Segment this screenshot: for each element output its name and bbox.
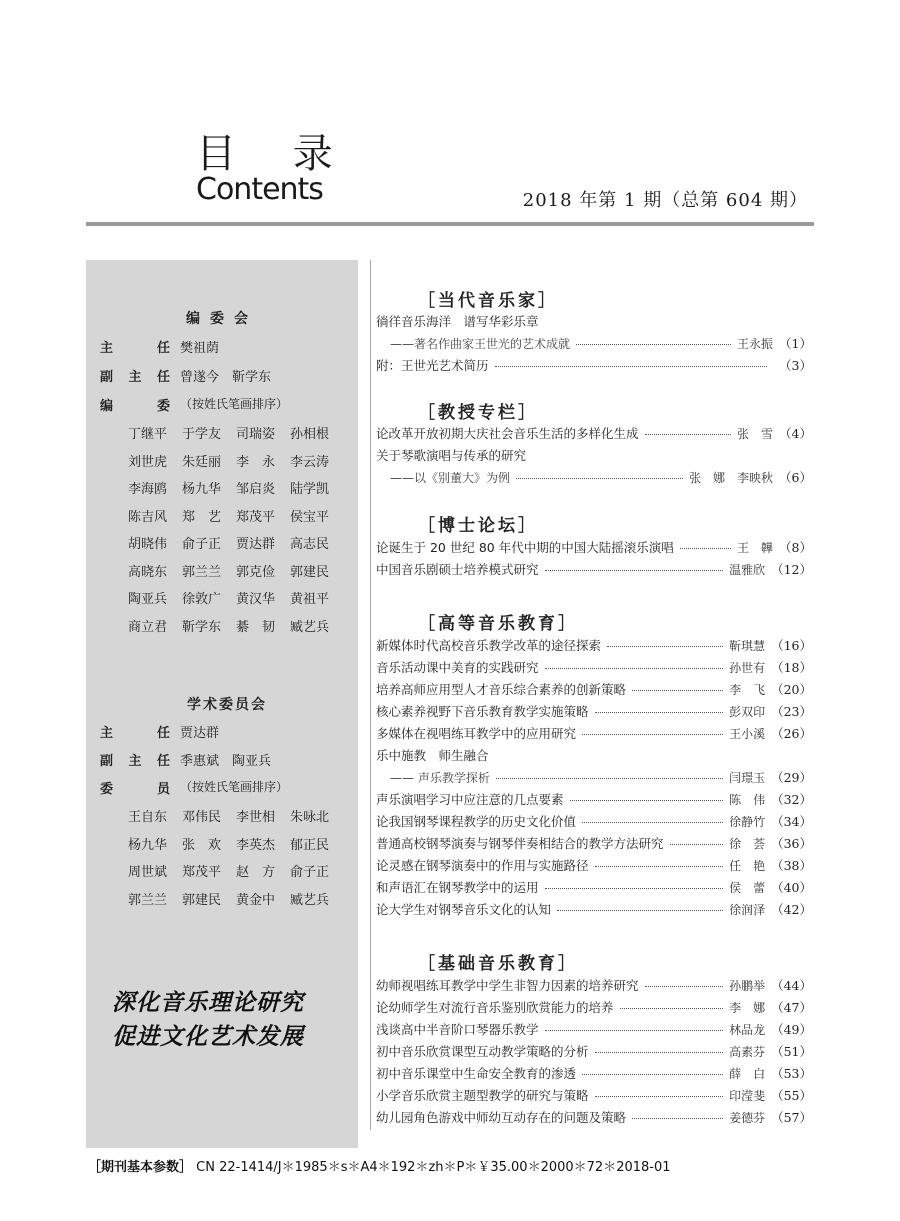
entry-title: 初中音乐欣赏课型互动教学策略的分析: [376, 1044, 589, 1059]
editorial-member-name: 刘世虎: [128, 454, 168, 470]
entry-page: （44）: [771, 978, 812, 993]
column-divider: [370, 260, 371, 1130]
leader-dots: [595, 1096, 724, 1097]
entry-page: （8）: [779, 540, 812, 555]
editorial-member-name: 臧艺兵: [290, 619, 330, 635]
editorial-member-name: 陆学凯: [290, 482, 330, 497]
editorial-member-name: 孙相根: [290, 427, 330, 442]
slogan-line-2: 促进文化艺术发展: [112, 1023, 304, 1050]
academic-committee-heading: 学术委员会: [187, 697, 267, 713]
entry-author: 彭双印: [729, 705, 766, 719]
entry-title: 小学音乐欣赏主题型教学的研究与策略: [376, 1088, 589, 1103]
leader-dots: [582, 1074, 723, 1075]
toc-entry[interactable]: [376, 1020, 812, 1040]
academic-member-name: 李英杰: [236, 837, 276, 853]
toc-entry[interactable]: [376, 1042, 812, 1062]
entry-title: 新媒体时代高校音乐教学改革的途径探索: [376, 638, 602, 653]
entry-page: （18）: [771, 660, 812, 675]
editorial-deputy-label: 副 主 任: [100, 370, 170, 385]
entry-author: 徐润泽: [729, 903, 766, 917]
entry-author: 孙鹏举: [729, 979, 766, 993]
academic-chief-label: 主 任: [100, 726, 170, 741]
academic-member-name: 郭建民: [182, 892, 222, 908]
editorial-member-name: 俞子正: [182, 537, 222, 552]
page-title-en: Contents: [196, 172, 323, 207]
slogan-line-1: 深化音乐理论研究: [112, 989, 304, 1016]
entry-page: （12）: [771, 562, 812, 577]
section-heading: ［基础音乐教育］: [418, 954, 578, 974]
leader-dots: [645, 434, 732, 435]
toc-entry[interactable]: [376, 334, 812, 354]
toc-entry[interactable]: [376, 560, 812, 580]
entry-author: 高素芬: [729, 1045, 766, 1059]
leader-dots: [545, 888, 724, 889]
entry-author: 姜德芬: [729, 1111, 766, 1125]
entry-title: 幼儿园角色游戏中师幼互动存在的问题及策略: [376, 1110, 627, 1125]
leader-dots: [670, 844, 724, 845]
leader-dots: [557, 910, 723, 911]
section-heading: ［教授专栏］: [418, 403, 538, 423]
entry-title: 和声语汇在钢琴教学中的运用: [376, 880, 539, 895]
entry-title: 核心素养视野下音乐教育教学实施策略: [376, 704, 589, 719]
page-title-cn: 目 录: [196, 131, 355, 177]
leader-dots: [545, 570, 724, 571]
academic-chief-name: 贾达群: [180, 726, 220, 741]
entry-author: 林品龙: [729, 1023, 766, 1037]
entry-author: 张 雪: [737, 427, 774, 441]
toc-entry[interactable]: [376, 878, 812, 898]
academic-member-name: 郭兰兰: [128, 892, 168, 908]
journal-parameters-label: ［期刊基本参数］: [88, 1160, 193, 1175]
entry-page: （1）: [779, 336, 812, 351]
entry-page: （26）: [771, 726, 812, 741]
toc-entry[interactable]: [376, 424, 812, 444]
leader-dots: [516, 478, 683, 479]
entry-title: 浅谈高中半音阶口琴器乐教学: [376, 1022, 539, 1037]
entry-author: 闫璟玉: [729, 771, 766, 785]
toc-entry[interactable]: [376, 998, 812, 1018]
leader-dots: [632, 1118, 723, 1119]
entry-title: 论灵感在钢琴演奏中的作用与实施路径: [376, 858, 589, 873]
editorial-member-name: 杨九华: [182, 482, 222, 497]
editorial-member-name: 于学友: [182, 427, 222, 442]
leader-dots: [545, 1030, 724, 1031]
editorial-member-name: 丁继平: [128, 427, 168, 442]
leader-dots: [595, 712, 724, 713]
toc-entry[interactable]: [376, 312, 812, 332]
editorial-member-name: 李 永: [236, 454, 276, 470]
editorial-deputy-names: 曾遂今 靳学东: [180, 370, 272, 385]
entry-title: 论改革开放初期大庆社会音乐生活的多样化生成: [376, 426, 639, 441]
editorial-member-name: 郑茂平: [236, 509, 276, 525]
academic-member-name: 邓伟民: [182, 810, 222, 825]
leader-dots: [582, 734, 723, 735]
entry-page: （51）: [771, 1044, 812, 1059]
editorial-member-name: 郭克俭: [236, 564, 276, 580]
entry-title: ——著名作曲家王世光的艺术成就: [390, 337, 571, 351]
leader-dots: [582, 822, 723, 823]
toc-entry[interactable]: [376, 680, 812, 700]
leader-dots: [495, 366, 768, 367]
editorial-board-heading: 编委会: [186, 311, 258, 327]
leader-dots: [645, 986, 724, 987]
entry-page: （29）: [771, 770, 812, 785]
editorial-member-name: 李海鸥: [128, 482, 168, 497]
academic-deputy-names: 季惠斌 陶亚兵: [180, 754, 272, 769]
entry-page: （16）: [771, 638, 812, 653]
academic-member-name: 张 欢: [182, 837, 222, 853]
academic-members-label: 委 员: [100, 782, 170, 797]
academic-member-name: 郁正民: [290, 837, 330, 853]
entry-page: （36）: [771, 836, 812, 851]
academic-deputy-label: 副 主 任: [100, 754, 170, 769]
academic-member-name: 李世相: [236, 810, 276, 825]
toc-entry[interactable]: [376, 746, 812, 766]
toc-entry[interactable]: [376, 1108, 812, 1128]
section-heading: ［当代音乐家］: [418, 291, 558, 311]
entry-page: （6）: [779, 470, 812, 485]
leader-dots: [595, 866, 724, 867]
entry-page: （49）: [771, 1022, 812, 1037]
editorial-member-name: 黄汉华: [236, 592, 276, 607]
entry-page: （47）: [771, 1000, 812, 1015]
entry-author: 温雅欣: [729, 563, 766, 577]
entry-title: 论幼师学生对流行音乐鉴别欣赏能力的培养: [376, 1000, 614, 1015]
toc-entry[interactable]: [376, 790, 812, 810]
entry-author: 孙世有: [729, 661, 766, 675]
entry-author: 王 韡: [737, 541, 774, 555]
editorial-member-name: 高晓东: [128, 564, 168, 580]
toc-entry[interactable]: [376, 856, 812, 876]
editorial-member-name: 陈吉风: [128, 509, 168, 525]
entry-author: 王小溪: [729, 727, 766, 741]
editorial-members-label: 编 委: [100, 399, 170, 414]
editorial-member-name: 徐敦广: [182, 592, 222, 607]
entry-author: 靳琪慧: [729, 639, 766, 653]
section-heading: ［博士论坛］: [418, 516, 538, 536]
toc-entry[interactable]: [376, 768, 812, 788]
editorial-member-name: 靳学东: [182, 619, 222, 635]
entry-title: 培养高师应用型人才音乐综合素养的创新策略: [376, 682, 627, 697]
editorial-members-note: （按姓氏笔画排序）: [180, 397, 289, 411]
entry-title: 论我国钢琴课程教学的历史文化价值: [376, 814, 577, 829]
entry-page: （4）: [779, 426, 812, 441]
editorial-member-name: 商立君: [128, 619, 168, 635]
entry-title: 附：王世光艺术简历: [376, 358, 489, 373]
issue-number: 2018 年第 1 期（总第 604 期）: [522, 190, 808, 211]
leader-dots: [680, 548, 731, 549]
academic-member-name: 郑茂平: [182, 865, 222, 880]
entry-page: （42）: [771, 902, 812, 917]
toc-entry[interactable]: [376, 658, 812, 678]
toc-entry[interactable]: [376, 1086, 812, 1106]
entry-author: 陈 伟: [729, 793, 766, 807]
editorial-member-name: 郭建民: [290, 564, 330, 580]
leader-dots: [595, 1052, 724, 1053]
academic-member-name: 朱咏北: [290, 810, 330, 825]
editorial-member-name: 綦 韧: [236, 619, 276, 635]
academic-member-name: 王自东: [128, 810, 168, 825]
toc-entry[interactable]: [376, 702, 812, 722]
entry-author: 张 娜 李映秋: [689, 471, 774, 485]
entry-title: 徜徉音乐海洋 谱写华彩乐章: [376, 314, 539, 329]
journal-parameters: [88, 1156, 671, 1175]
leader-dots: [620, 1008, 724, 1009]
entry-author: 李 飞: [729, 683, 766, 697]
toc-entry[interactable]: [376, 636, 812, 656]
academic-member-name: 周世斌: [128, 865, 168, 880]
entry-title: ——以《别董大》为例: [390, 471, 511, 485]
entry-author: 李 娜: [729, 1001, 766, 1015]
entry-title: 音乐活动课中美育的实践研究: [376, 660, 539, 675]
academic-member-name: 黄金中: [236, 892, 276, 908]
entry-title: 关于琴歌演唱与传承的研究: [376, 448, 527, 463]
entry-author: 薛 白: [729, 1067, 766, 1081]
toc-entry[interactable]: [376, 468, 812, 488]
entry-page: （20）: [771, 682, 812, 697]
editorial-member-name: 陶亚兵: [128, 592, 168, 607]
editorial-member-name: 高志民: [290, 537, 330, 552]
entry-page: （53）: [771, 1066, 812, 1081]
toc-entry[interactable]: [376, 900, 812, 920]
entry-author: 徐 荟: [729, 837, 766, 851]
entry-title: 论诞生于 20 世纪 80 年代中期的中国大陆摇滚乐演唱: [376, 540, 674, 555]
entry-title: 论大学生对钢琴音乐文化的认知: [376, 902, 552, 917]
leader-dots: [545, 668, 724, 669]
entry-author: 王永振: [737, 337, 774, 351]
entry-page: （40）: [771, 880, 812, 895]
entry-author: 印滢斐: [729, 1089, 766, 1103]
entry-author: 侯 蕾: [729, 881, 766, 895]
toc-entry[interactable]: [376, 834, 812, 854]
editorial-member-name: 朱廷丽: [182, 454, 222, 470]
entry-title: 初中音乐课堂中生命安全教育的渗透: [376, 1066, 577, 1081]
leader-dots: [607, 646, 723, 647]
entry-title: 幼师视唱练耳教学中学生非智力因素的培养研究: [376, 978, 639, 993]
editorial-member-name: 黄祖平: [290, 592, 330, 607]
entry-page: （38）: [771, 858, 812, 873]
toc-entry[interactable]: [376, 356, 812, 376]
header-divider: [86, 222, 814, 226]
entry-title: 普通高校钢琴演奏与钢琴伴奏相结合的教学方法研究: [376, 836, 664, 851]
leader-dots: [570, 800, 724, 801]
editorial-chief-name: 樊祖荫: [180, 341, 220, 356]
entry-page: （55）: [771, 1088, 812, 1103]
academic-member-name: 俞子正: [290, 865, 330, 880]
entry-page: （23）: [771, 704, 812, 719]
academic-members-note: （按姓氏笔画排序）: [180, 780, 289, 794]
academic-member-name: 臧艺兵: [290, 892, 330, 908]
entry-page: （57）: [771, 1110, 812, 1125]
academic-member-name: 杨九华: [128, 837, 168, 853]
editorial-member-name: 李云涛: [290, 454, 330, 470]
entry-page: （32）: [771, 792, 812, 807]
entry-page: （3）: [779, 358, 812, 373]
entry-title: 乐中施教 师生融合: [376, 748, 489, 763]
entry-author: 任 艳: [729, 859, 766, 873]
entry-title: 多媒体在视唱练耳教学中的应用研究: [376, 726, 577, 741]
editorial-chief-label: 主 任: [100, 341, 170, 356]
entry-author: 徐静竹: [729, 815, 766, 829]
toc-entry[interactable]: [376, 446, 812, 466]
section-heading: ［高等音乐教育］: [418, 614, 578, 634]
editorial-member-name: 司瑞姿: [236, 427, 276, 442]
editorial-members-list: [128, 423, 344, 635]
journal-parameters-value: CN 22-1414/J＊1985＊s＊A4＊192＊zh＊P＊￥35.00＊2000＊72＊2018-01: [196, 1160, 671, 1175]
editorial-member-name: 贾达群: [236, 537, 276, 552]
toc-entry[interactable]: [376, 724, 812, 744]
entry-title: 声乐演唱学习中应注意的几点要素: [376, 792, 564, 807]
academic-members-list: [128, 806, 344, 908]
toc-entry[interactable]: [376, 1064, 812, 1084]
editorial-member-name: 胡晓伟: [128, 537, 168, 552]
leader-dots: [632, 690, 723, 691]
leader-dots: [576, 344, 731, 345]
toc-entry[interactable]: [376, 812, 812, 832]
editorial-member-name: 郭兰兰: [182, 564, 222, 580]
academic-member-name: 赵 方: [236, 865, 276, 880]
leader-dots: [496, 778, 723, 779]
entry-title: —— 声乐教学探析: [390, 771, 490, 785]
editorial-member-name: 郑 艺: [182, 509, 222, 525]
entry-page: （34）: [771, 814, 812, 829]
toc-entry[interactable]: [376, 538, 812, 558]
editorial-member-name: 侯宝平: [290, 509, 330, 525]
entry-title: 中国音乐剧硕士培养模式研究: [376, 562, 539, 577]
editorial-member-name: 邹启炎: [236, 482, 276, 497]
toc-entry[interactable]: [376, 976, 812, 996]
